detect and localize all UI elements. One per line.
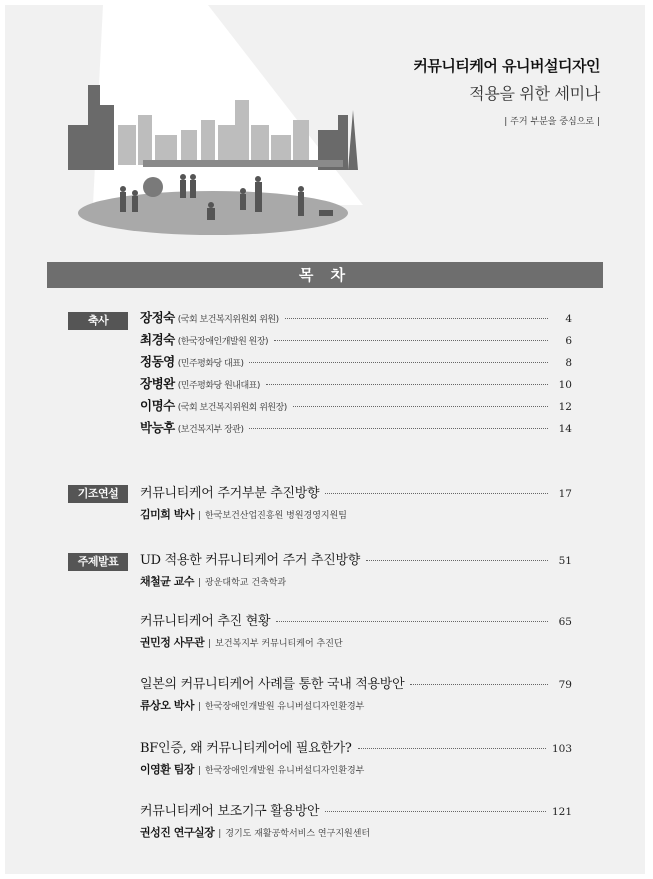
page-number: 8	[565, 357, 572, 369]
speaker-name: 채철균 교수	[140, 575, 194, 588]
page	[5, 5, 645, 874]
page-number: 51	[558, 555, 572, 567]
tree	[143, 177, 163, 197]
page-number: 17	[558, 488, 572, 500]
speaker-name: 최경숙	[140, 332, 175, 347]
toc-entry[interactable]	[140, 673, 572, 692]
page-number: 14	[558, 423, 572, 435]
toc-entry[interactable]	[140, 330, 572, 348]
talk-title: 커뮤니티케어 보조기구 활용방안	[140, 804, 320, 819]
speaker-org: 한국보건산업진흥원 병원경영지원팀	[205, 511, 347, 521]
city-spotlight-illustration	[63, 5, 373, 240]
toc-entry[interactable]	[140, 610, 572, 629]
toc-heading: 목 차	[47, 262, 603, 288]
talk-speaker: 채철균 교수 | 광운대학교 건축학과	[140, 575, 287, 588]
seminar-subtitle: | 주거 부분을 중심으로 |	[504, 117, 600, 127]
leader-dots	[285, 318, 548, 319]
talk-speaker: 김미희 박사 | 한국보건산업진흥원 병원경영지원팀	[140, 508, 347, 521]
leader-dots	[358, 748, 546, 749]
speaker-affiliation: (민주평화당 대표)	[177, 359, 244, 369]
leader-dots	[366, 560, 548, 561]
speaker-name: 박능후	[140, 420, 175, 435]
toc-entry[interactable]	[140, 800, 572, 819]
leader-dots	[249, 428, 548, 429]
speaker-name: 이영환 팀장	[140, 763, 194, 776]
leader-dots	[266, 384, 548, 385]
page-number: 79	[558, 679, 572, 691]
talk-speaker: 류상오 박사 | 한국장애인개발원 유니버설디자인환경부	[140, 699, 365, 712]
page-number: 121	[551, 806, 572, 818]
speaker-org: 한국장애인개발원 유니버설디자인환경부	[205, 766, 365, 776]
speaker-name: 권성진 연구실장	[140, 826, 215, 839]
toc-entry[interactable]	[140, 418, 572, 436]
speaker-name: 장정숙	[140, 310, 175, 325]
seminar-title-line2: 적용을 위한 세미나	[469, 84, 600, 103]
speaker-affiliation: (국회 보건복지위원회 위원)	[177, 315, 279, 325]
speaker-affiliation: (국회 보건복지위원회 위원장)	[177, 403, 287, 413]
leader-dots	[293, 406, 548, 407]
section-tag-keynote: 기조연설	[68, 485, 128, 503]
toc-entry[interactable]	[140, 737, 572, 756]
leader-dots	[276, 621, 548, 622]
speaker-org: 광운대학교 건축학과	[205, 578, 287, 588]
talk-title: UD 적용한 커뮤니티케어 주거 추진방향	[140, 553, 360, 568]
speaker-name: 권민정 사무관	[140, 636, 205, 649]
talk-speaker: 권성진 연구실장 | 경기도 재활공학서비스 연구지원센터	[140, 826, 371, 839]
page-number: 12	[558, 401, 572, 413]
speaker-org: 한국장애인개발원 유니버설디자인환경부	[205, 702, 365, 712]
section-tag-presentations: 주제발표	[68, 553, 128, 571]
page-number: 4	[565, 313, 572, 325]
speaker-affiliation: (한국장애인개발원 원장)	[177, 337, 269, 347]
toc-entry[interactable]	[140, 308, 572, 326]
toc-entry[interactable]	[140, 482, 572, 501]
toc-entry[interactable]	[140, 352, 572, 370]
talk-speaker: 이영환 팀장 | 한국장애인개발원 유니버설디자인환경부	[140, 763, 365, 776]
page-number: 103	[551, 743, 572, 755]
talk-title: 커뮤니티케어 주거부분 추진방향	[140, 486, 320, 501]
speaker-name: 장병완	[140, 376, 175, 391]
speaker-affiliation: (보건복지부 장관)	[177, 425, 244, 435]
toc-entry[interactable]	[140, 396, 572, 414]
speaker-name: 류상오 박사	[140, 699, 194, 712]
speaker-affiliation: (민주평화당 원내대표)	[177, 381, 260, 391]
page-number: 65	[558, 616, 572, 628]
fence	[143, 160, 343, 167]
spotlight-beam	[93, 5, 363, 205]
toc-entry[interactable]	[140, 549, 572, 568]
speaker-name: 김미희 박사	[140, 508, 194, 521]
section-tag-greetings: 축사	[68, 312, 128, 330]
toc-entry[interactable]	[140, 374, 572, 392]
leader-dots	[274, 340, 548, 341]
leader-dots	[249, 362, 548, 363]
speaker-org: 경기도 재활공학서비스 연구지원센터	[225, 829, 371, 839]
speaker-name: 이명수	[140, 398, 175, 413]
speaker-name: 정동영	[140, 354, 175, 369]
talk-title: BF인증, 왜 커뮤니티케어에 필요한가?	[140, 741, 352, 756]
talk-speaker: 권민정 사무관 | 보건복지부 커뮤니티케어 추진단	[140, 636, 343, 649]
seminar-title: 커뮤니티케어 유니버설디자인	[413, 57, 600, 75]
page-number: 6	[565, 335, 572, 347]
leader-dots	[410, 684, 548, 685]
leader-dots	[325, 811, 546, 812]
talk-title: 일본의 커뮤니티케어 사례를 통한 국내 적용방안	[140, 677, 405, 692]
page-number: 10	[558, 379, 572, 391]
talk-title: 커뮤니티케어 추진 현황	[140, 614, 271, 629]
speaker-org: 보건복지부 커뮤니티케어 추진단	[215, 639, 343, 649]
title-block	[413, 55, 600, 127]
leader-dots	[325, 493, 548, 494]
